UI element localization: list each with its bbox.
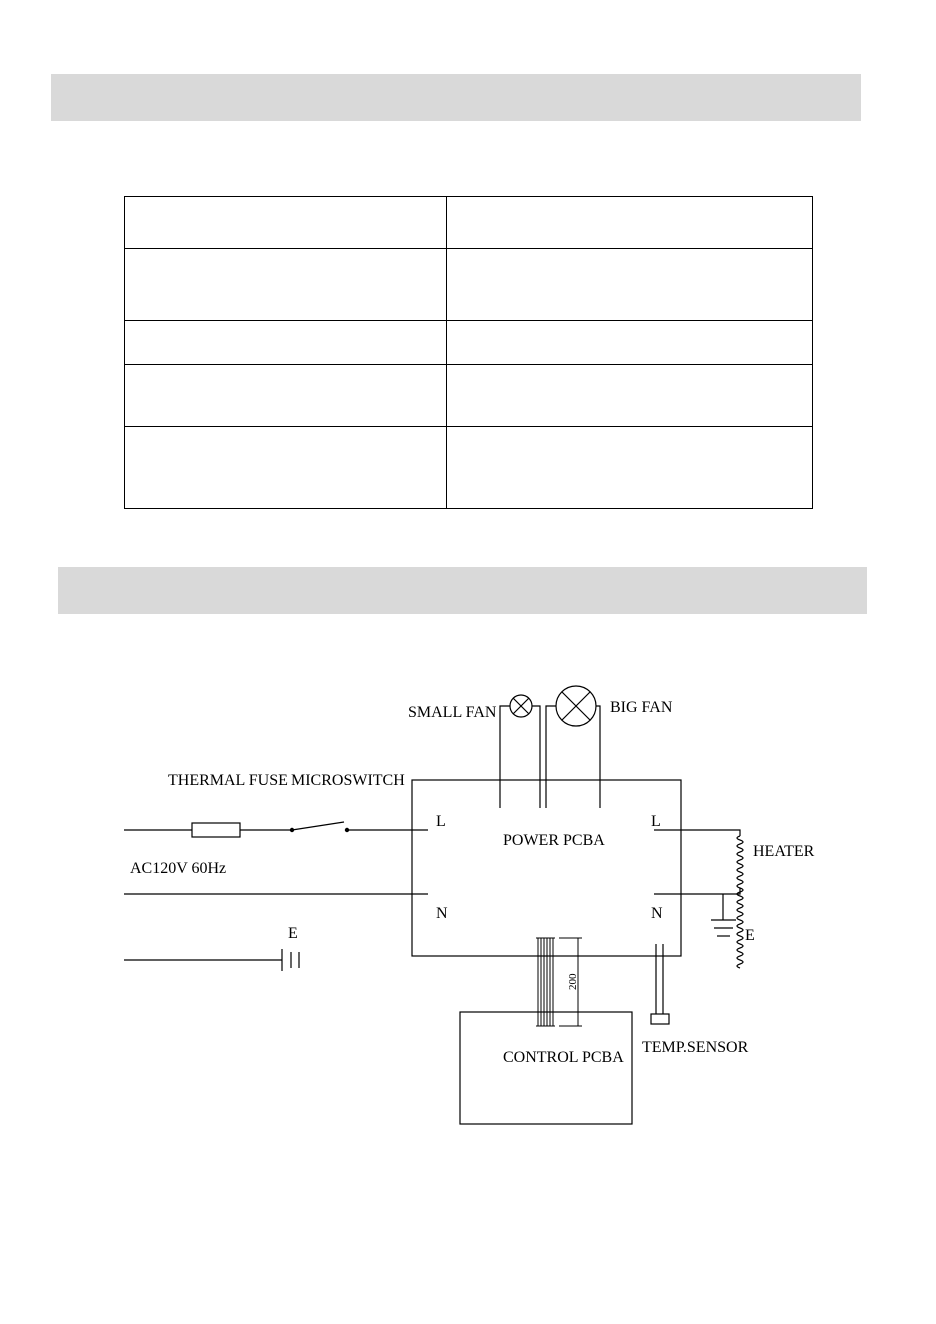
spec-table bbox=[124, 196, 813, 509]
small-fan-label: SMALL FAN bbox=[408, 704, 497, 721]
temp-sensor-label: TEMP.SENSOR bbox=[642, 1039, 749, 1056]
table-cell bbox=[447, 427, 813, 509]
n-right-label: N bbox=[651, 905, 663, 922]
table-cell bbox=[125, 197, 447, 249]
wiring-diagram bbox=[0, 640, 936, 1160]
table-cell bbox=[447, 321, 813, 365]
table-row bbox=[125, 321, 813, 365]
n-left-label: N bbox=[436, 905, 448, 922]
big-fan-label: BIG FAN bbox=[610, 699, 673, 716]
l-right-label: L bbox=[651, 813, 661, 830]
small-fan-icon bbox=[510, 695, 532, 717]
control-pcba-box bbox=[460, 1012, 632, 1124]
temp-sensor-symbol bbox=[651, 1014, 669, 1024]
table-row bbox=[125, 249, 813, 321]
section-header-bar-1 bbox=[51, 74, 861, 121]
thermal-fuse-label: THERMAL FUSE bbox=[168, 772, 288, 789]
table-cell bbox=[447, 249, 813, 321]
table-row bbox=[125, 365, 813, 427]
small-fan-wire-right bbox=[532, 706, 540, 808]
table-row bbox=[125, 197, 813, 249]
table-cell bbox=[125, 321, 447, 365]
cable-length-label: 200 bbox=[567, 973, 579, 990]
section-header-bar-2 bbox=[58, 567, 867, 614]
small-fan-wire-left bbox=[500, 706, 510, 808]
heater-wire-top bbox=[654, 830, 740, 836]
table-cell bbox=[125, 365, 447, 427]
heater-coil-icon bbox=[737, 836, 743, 968]
table-cell bbox=[447, 197, 813, 249]
supply-label: AC120V 60Hz bbox=[130, 860, 227, 877]
earth-left-label: E bbox=[288, 925, 298, 942]
microswitch-symbol bbox=[292, 822, 344, 830]
ribbon-cable bbox=[536, 938, 555, 1026]
power-pcba-label: POWER PCBA bbox=[503, 832, 605, 849]
heater-label: HEATER bbox=[753, 843, 815, 860]
big-fan-icon bbox=[556, 686, 596, 726]
earth-left-icon bbox=[282, 949, 299, 971]
table-row bbox=[125, 427, 813, 509]
control-pcba-label: CONTROL PCBA bbox=[503, 1049, 624, 1066]
earth-right-icon bbox=[711, 920, 736, 936]
table-cell bbox=[125, 249, 447, 321]
earth-wire-right bbox=[654, 888, 740, 894]
l-left-label: L bbox=[436, 813, 446, 830]
microswitch-label: MICROSWITCH bbox=[291, 772, 405, 789]
table-cell bbox=[447, 365, 813, 427]
earth-right-label: E bbox=[745, 927, 755, 944]
table-cell bbox=[125, 427, 447, 509]
big-fan-wire-right bbox=[596, 706, 600, 808]
big-fan-wire-left bbox=[546, 706, 556, 808]
thermal-fuse-symbol bbox=[192, 823, 240, 837]
